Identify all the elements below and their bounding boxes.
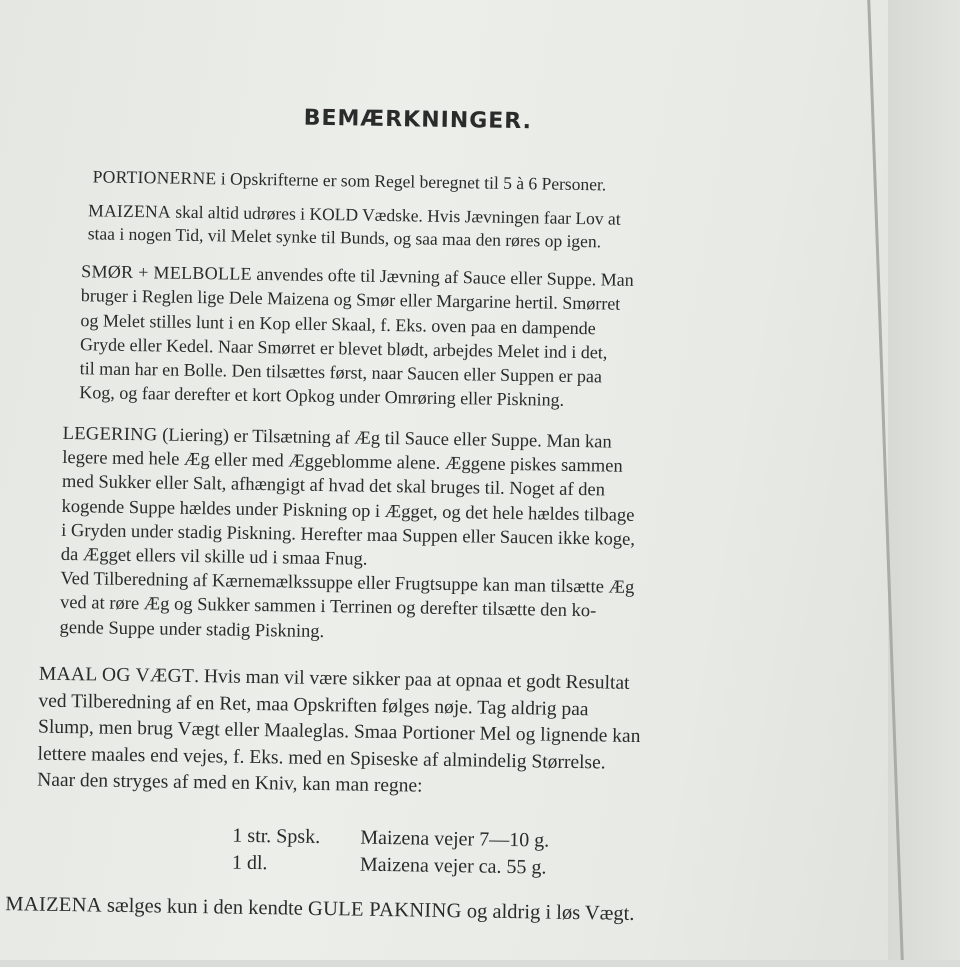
page-title: BEMÆRKNINGER. xyxy=(303,105,533,135)
measure-row xyxy=(232,850,547,882)
line-text: . Hvis man vil være sikker paa at opnaa et godt Resultat xyxy=(193,666,630,694)
measure-quantity: 1 dl. xyxy=(231,851,268,875)
text-line: ved Tilberedning af en Ret, maa Opskriften følges nøje. Tag aldrig paa xyxy=(38,690,589,720)
line-text: i Opskrifterne er som Regel beregnet til 5 à 6 Personer. xyxy=(216,168,607,195)
text-line: Slump, men brug Vægt eller Maaleglas. Smaa Portioner Mel og lignende kan xyxy=(37,716,641,748)
line-text: (Liering) er Tilsætning af Æg til Sauce eller Suppe. Man kan xyxy=(157,425,612,453)
text-line: til man har en Bolle. Den tilsættes først, naar Saucen eller Suppen er paa xyxy=(79,358,603,387)
line-text: skal altid udrøres i KOLD Vædske. Hvis Jævningen faar Lov at xyxy=(170,201,621,229)
text-line: Kog, og faar derefter et kort Opkog under Omrøring eller Piskning. xyxy=(79,382,565,411)
emphasis-term: GULE PAKNING xyxy=(307,897,462,923)
lead-term: LEGERING xyxy=(62,423,158,446)
paragraph-portionerne xyxy=(93,164,607,197)
lead-term: MAIZENA xyxy=(5,893,103,917)
lead-term: MAAL OG VÆGT xyxy=(38,663,195,688)
line-text: og aldrig i løs Vægt. xyxy=(461,900,635,925)
text-line: legere med hele Æg eller med Æggeblomme alene. Æggene piskes sammen xyxy=(62,448,623,477)
measure-text: Maizena vejer ca. 55 g. xyxy=(359,853,547,879)
text-line: da Ægget ellers vil skille ud i smaa Fnug. xyxy=(60,544,368,570)
text-line: Ved Tilberedning af Kærnemælkssuppe eller Frugtsuppe kan man tilsætte Æg xyxy=(60,569,635,599)
line-text: anvendes ofte til Jævning af Sauce eller Suppe. Man xyxy=(251,263,634,290)
text-line: staa i nogen Tid, vil Melet synke til Bunds, og saa maa den røres op igen. xyxy=(87,223,602,252)
text-line: ved at røre Æg og Sukker sammen i Terrinen og derefter tilsætte den ko- xyxy=(59,593,597,622)
lead-term: MAIZENA xyxy=(88,200,172,222)
measure-text: Maizena vejer 7—10 g. xyxy=(360,826,550,852)
text-line: gende Suppe under stadig Piskning. xyxy=(59,617,325,642)
measure-quantity: 1 str. Spsk. xyxy=(232,824,321,849)
text-line: bruger i Reglen lige Dele Maizena og Smør eller Margarine hertil. Smørret xyxy=(80,285,621,314)
text-line: kogende Suppe hældes under Piskning op i Ægget, og det hele hældes tilbage xyxy=(61,496,635,526)
text-line xyxy=(93,164,607,197)
text-line: lettere maales end vejes, f. Eks. med en Spiseske af almindelig Størrelse. xyxy=(37,743,606,773)
paragraph-legering xyxy=(59,422,636,649)
text-line: Naar den stryges af med en Kniv, kan man regne: xyxy=(37,769,423,797)
text-line: i Gryden under stadig Piskning. Herefter maa Suppen eller Saucen ikke koge, xyxy=(60,520,636,550)
line-text: sælges kun i den kendte xyxy=(101,894,309,920)
lead-term: SMØR + MELBOLLE xyxy=(81,261,253,284)
paragraph-maal-og-vaegt xyxy=(37,662,641,804)
lead-term: PORTIONERNE xyxy=(92,166,217,189)
paragraph-maizena xyxy=(88,199,621,253)
text-line xyxy=(5,891,635,928)
text-line: Gryde eller Kedel. Naar Smørret er blevet blødt, arbejdes Melet ind i det, xyxy=(79,334,608,363)
text-line: med Sukker eller Salt, afhængigt af hvad det skal bruges til. Noget af den xyxy=(61,472,606,501)
paragraph-smoer-melbolle xyxy=(79,259,634,413)
text-line: og Melet stilles lunt i en Kop eller Skaal, f. Eks. oven paa en dampende xyxy=(80,309,596,338)
footer-note xyxy=(5,891,635,928)
